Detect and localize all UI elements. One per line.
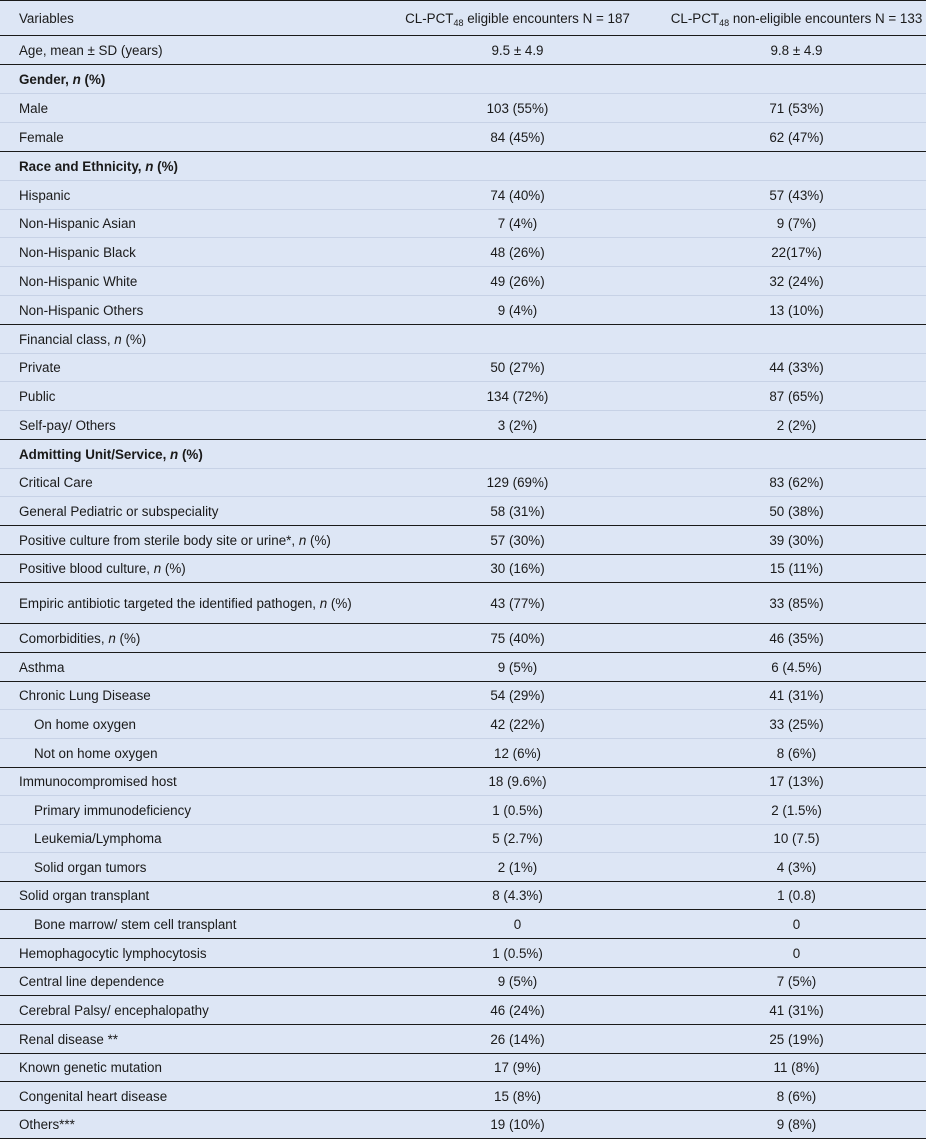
cell-eligible (387, 440, 648, 469)
table-row (0, 624, 926, 653)
row-label-text: On home oxygen (34, 716, 136, 732)
table-row (0, 996, 926, 1025)
table-row (0, 939, 926, 968)
row-label-suffix: (%) (121, 331, 147, 347)
cell-eligible: 134 (72%) (387, 382, 648, 411)
cell-noneligible: 25 (19%) (648, 1025, 926, 1054)
header-variables: Variables (0, 1, 387, 36)
table-row (0, 910, 926, 939)
row-label-n: n (298, 532, 307, 548)
cell-eligible: 8 (4.3%) (387, 882, 648, 910)
row-label (0, 1082, 387, 1111)
cell-noneligible: 9 (8%) (648, 1111, 926, 1139)
cell-eligible: 75 (40%) (387, 624, 648, 653)
row-label (0, 939, 387, 968)
table-row (0, 267, 926, 296)
table-row (0, 94, 926, 123)
header-noneligible-suffix: non-eligible encounters N = 133 (729, 10, 923, 26)
cell-eligible: 19 (10%) (387, 1111, 648, 1139)
table-row (0, 65, 926, 94)
table-row (0, 583, 926, 624)
row-label-text: Central line dependence (19, 974, 165, 989)
table-row (0, 181, 926, 210)
row-label-suffix: (%) (327, 595, 352, 611)
table-row (0, 555, 926, 583)
row-label-text: Empiric antibiotic targeted the identified pathogen, (19, 595, 320, 611)
row-label-text: Comorbidities, (19, 630, 109, 646)
row-label (0, 354, 387, 382)
cell-eligible: 15 (8%) (387, 1082, 648, 1111)
header-noneligible-prefix: CL-PCT (670, 10, 720, 26)
cell-noneligible: 11 (8%) (648, 1054, 926, 1082)
cell-eligible: 7 (4%) (387, 210, 648, 238)
row-label-text: Positive blood culture, (19, 561, 154, 576)
row-label-text: Private (19, 360, 61, 375)
row-label-n: n (72, 71, 81, 87)
row-label-text: Positive culture from sterile body site or urine*, (19, 532, 299, 548)
row-label-text: Non-Hispanic Black (19, 244, 136, 260)
cell-noneligible: 13 (10%) (648, 296, 926, 325)
header-eligible (387, 1, 648, 36)
row-label-text: Non-Hispanic Others (19, 302, 144, 318)
table-row (0, 968, 926, 996)
cell-eligible: 3 (2%) (387, 411, 648, 440)
cell-eligible: 18 (9.6%) (387, 768, 648, 796)
row-label-text: Bone marrow/ stem cell transplant (34, 916, 237, 932)
cell-eligible: 129 (69%) (387, 469, 648, 497)
cell-eligible: 74 (40%) (387, 181, 648, 210)
row-label-text: Renal disease ** (19, 1031, 119, 1047)
row-label (0, 910, 387, 939)
header-eligible-suffix: eligible encounters N = 187 (463, 10, 630, 26)
cell-noneligible (648, 325, 926, 354)
row-label (0, 768, 387, 796)
row-label-text: Financial class, (19, 331, 115, 347)
table-row (0, 768, 926, 796)
row-label (0, 181, 387, 210)
cell-noneligible: 15 (11%) (648, 555, 926, 583)
row-label-n: n (319, 595, 328, 611)
table-row (0, 152, 926, 181)
row-label-text: Hispanic (19, 187, 71, 203)
cell-noneligible: 4 (3%) (648, 853, 926, 882)
cell-eligible: 17 (9%) (387, 1054, 648, 1082)
row-label (0, 1111, 387, 1139)
cell-eligible (387, 325, 648, 354)
cell-noneligible: 46 (35%) (648, 624, 926, 653)
table-header-row (0, 1, 926, 36)
cell-noneligible: 22(17%) (648, 238, 926, 267)
cell-eligible: 42 (22%) (387, 710, 648, 739)
row-label-suffix: (%) (153, 158, 178, 174)
row-label (0, 469, 387, 497)
cell-noneligible: 17 (13%) (648, 768, 926, 796)
table-row (0, 36, 926, 65)
row-label-text: Primary immunodeficiency (34, 802, 192, 818)
row-label-n: n (108, 630, 116, 646)
row-label (0, 583, 387, 624)
cell-eligible: 43 (77%) (387, 583, 648, 624)
row-label-text: Age, mean ± SD (years) (19, 42, 163, 58)
row-label (0, 624, 387, 653)
row-label-n: n (145, 158, 154, 174)
row-label-n: n (170, 446, 179, 462)
table-row (0, 1054, 926, 1082)
cell-noneligible: 9.8 ± 4.9 (648, 36, 926, 65)
row-label-text: Chronic Lung Disease (19, 688, 151, 703)
table-row (0, 296, 926, 325)
row-label-text: Self-pay/ Others (19, 417, 116, 433)
cell-eligible: 9 (4%) (387, 296, 648, 325)
cell-noneligible: 8 (6%) (648, 739, 926, 768)
cell-noneligible: 50 (38%) (648, 497, 926, 526)
row-label (0, 555, 387, 583)
row-label (0, 653, 387, 682)
row-label-n: n (153, 561, 162, 576)
cell-noneligible: 83 (62%) (648, 469, 926, 497)
table-row (0, 653, 926, 682)
cell-noneligible: 33 (85%) (648, 583, 926, 624)
table-row (0, 411, 926, 440)
cell-eligible: 1 (0.5%) (387, 796, 648, 825)
cell-noneligible: 32 (24%) (648, 267, 926, 296)
cell-noneligible: 41 (31%) (648, 682, 926, 710)
table-row (0, 1025, 926, 1054)
row-label (0, 682, 387, 710)
row-label (0, 882, 387, 910)
row-label-text: Non-Hispanic White (19, 273, 138, 289)
cell-eligible (387, 152, 648, 181)
row-label (0, 65, 387, 94)
cell-noneligible: 7 (5%) (648, 968, 926, 996)
row-label (0, 382, 387, 411)
row-label (0, 152, 387, 181)
row-label (0, 36, 387, 65)
cell-noneligible: 44 (33%) (648, 354, 926, 382)
cell-noneligible (648, 152, 926, 181)
cell-noneligible: 0 (648, 939, 926, 968)
row-label-text: General Pediatric or subspeciality (19, 503, 219, 519)
cell-noneligible: 33 (25%) (648, 710, 926, 739)
cell-eligible: 12 (6%) (387, 739, 648, 768)
row-label (0, 1054, 387, 1082)
table-row (0, 796, 926, 825)
header-noneligible-sub: 48 (719, 17, 730, 28)
row-label (0, 853, 387, 882)
row-label-text: Hemophagocytic lymphocytosis (19, 945, 207, 961)
cell-eligible: 0 (387, 910, 648, 939)
row-label (0, 123, 387, 152)
row-label-text: Not on home oxygen (34, 745, 158, 761)
row-label (0, 497, 387, 526)
header-noneligible (648, 1, 926, 36)
row-label-suffix: (%) (161, 561, 186, 576)
cell-eligible: 9.5 ± 4.9 (387, 36, 648, 65)
table-row (0, 825, 926, 853)
cell-noneligible: 8 (6%) (648, 1082, 926, 1111)
row-label (0, 440, 387, 469)
cell-eligible: 5 (2.7%) (387, 825, 648, 853)
cell-eligible: 30 (16%) (387, 555, 648, 583)
row-label (0, 825, 387, 853)
row-label-suffix: (%) (306, 532, 331, 548)
cell-eligible: 58 (31%) (387, 497, 648, 526)
row-label-text: Leukemia/Lymphoma (34, 831, 162, 846)
cell-noneligible: 9 (7%) (648, 210, 926, 238)
cell-eligible: 9 (5%) (387, 968, 648, 996)
table-row (0, 440, 926, 469)
row-label (0, 796, 387, 825)
cell-eligible: 9 (5%) (387, 653, 648, 682)
table-body (0, 36, 926, 1139)
cell-eligible: 48 (26%) (387, 238, 648, 267)
cell-eligible: 49 (26%) (387, 267, 648, 296)
cell-noneligible (648, 440, 926, 469)
row-label-text: Solid organ transplant (19, 888, 150, 903)
row-label-suffix: (%) (178, 446, 203, 462)
cell-eligible: 57 (30%) (387, 526, 648, 555)
row-label-suffix: (%) (80, 71, 106, 87)
row-label-text: Admitting Unit/Service, (19, 446, 171, 462)
row-label (0, 238, 387, 267)
header-eligible-sub: 48 (453, 17, 464, 28)
cell-noneligible: 71 (53%) (648, 94, 926, 123)
row-label-text: Congenital heart disease (19, 1088, 168, 1104)
cell-noneligible: 1 (0.8) (648, 882, 926, 910)
cell-noneligible: 41 (31%) (648, 996, 926, 1025)
cell-eligible: 46 (24%) (387, 996, 648, 1025)
cell-noneligible: 10 (7.5) (648, 825, 926, 853)
row-label (0, 526, 387, 555)
table-row (0, 882, 926, 910)
row-label-text: Immunocompromised host (19, 774, 177, 789)
table-row (0, 710, 926, 739)
row-label-text: Cerebral Palsy/ encephalopathy (19, 1002, 209, 1018)
cell-noneligible: 2 (2%) (648, 411, 926, 440)
table-row (0, 739, 926, 768)
row-label-text: Asthma (19, 659, 65, 675)
row-label (0, 739, 387, 768)
row-label-text: Critical Care (19, 475, 93, 490)
row-label (0, 710, 387, 739)
cell-noneligible: 39 (30%) (648, 526, 926, 555)
row-label (0, 996, 387, 1025)
cell-eligible: 50 (27%) (387, 354, 648, 382)
row-label (0, 411, 387, 440)
row-label (0, 968, 387, 996)
row-label-text: Public (19, 388, 56, 404)
table-row (0, 497, 926, 526)
cell-noneligible: 6 (4.5%) (648, 653, 926, 682)
table-row (0, 1111, 926, 1139)
row-label-text: Known genetic mutation (19, 1060, 162, 1075)
cell-noneligible: 87 (65%) (648, 382, 926, 411)
row-label-text: Race and Ethnicity, (19, 158, 146, 174)
row-label-text: Solid organ tumors (34, 859, 147, 875)
table-row (0, 210, 926, 238)
cell-eligible: 26 (14%) (387, 1025, 648, 1054)
cell-noneligible: 62 (47%) (648, 123, 926, 152)
table-row (0, 682, 926, 710)
cell-eligible: 2 (1%) (387, 853, 648, 882)
cell-eligible: 54 (29%) (387, 682, 648, 710)
table-row (0, 354, 926, 382)
table-row (0, 469, 926, 497)
table-row (0, 526, 926, 555)
table-row (0, 853, 926, 882)
table-row (0, 238, 926, 267)
row-label-text: Male (19, 100, 49, 116)
cell-eligible: 84 (45%) (387, 123, 648, 152)
row-label-n: n (114, 331, 122, 347)
table-row (0, 325, 926, 354)
cell-eligible: 1 (0.5%) (387, 939, 648, 968)
table-row (0, 123, 926, 152)
cell-eligible (387, 65, 648, 94)
cell-noneligible: 0 (648, 910, 926, 939)
row-label-suffix: (%) (115, 630, 141, 646)
cell-noneligible: 57 (43%) (648, 181, 926, 210)
row-label-text: Gender, (19, 71, 73, 87)
row-label (0, 325, 387, 354)
row-label-text: Others*** (19, 1117, 75, 1132)
cell-eligible: 103 (55%) (387, 94, 648, 123)
row-label (0, 1025, 387, 1054)
row-label (0, 267, 387, 296)
header-eligible-prefix: CL-PCT (405, 10, 454, 26)
row-label (0, 210, 387, 238)
row-label (0, 94, 387, 123)
cell-noneligible (648, 65, 926, 94)
cell-noneligible: 2 (1.5%) (648, 796, 926, 825)
row-label-text: Female (19, 129, 64, 145)
row-label (0, 296, 387, 325)
row-label-text: Non-Hispanic Asian (19, 216, 136, 231)
table-row (0, 1082, 926, 1111)
table-row (0, 382, 926, 411)
